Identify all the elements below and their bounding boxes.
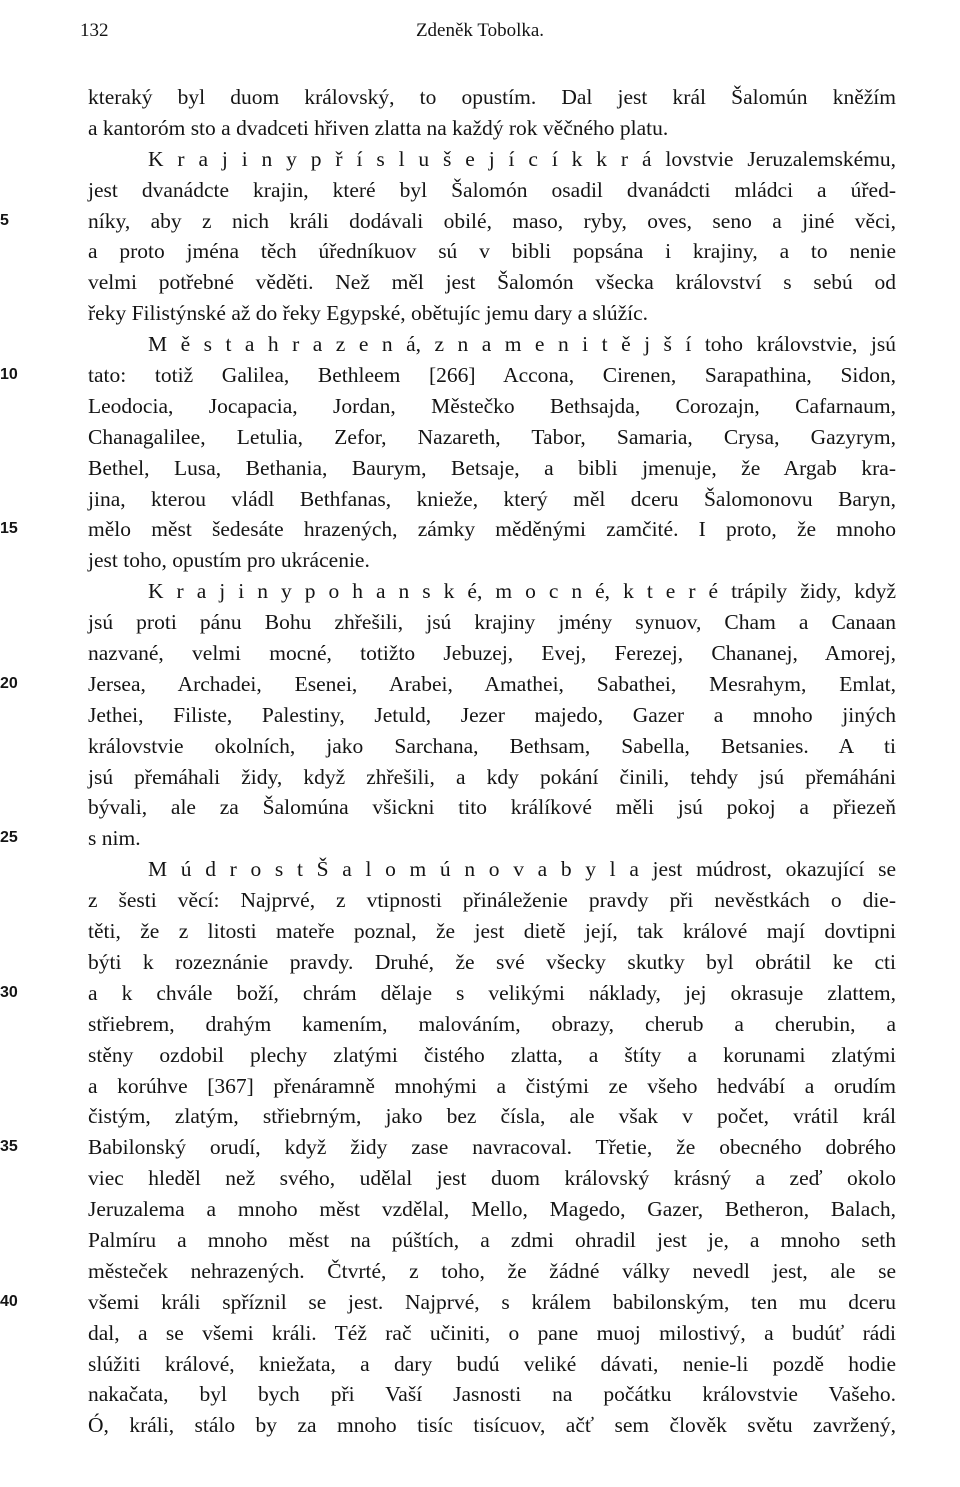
- line-number: 35: [0, 1138, 18, 1156]
- text-line: Palmíru a mnoho měst na púštích, a zdmi ohradil jest je, a mnoho seth: [88, 1227, 896, 1252]
- text-line: Jeruzalema a mnoho měst vzdělal, Mello, Magedo, Gazer, Betheron, Balach,: [88, 1197, 896, 1222]
- body-text: [0, 82, 896, 1472]
- line-number: 15: [0, 520, 18, 538]
- text-line: 25 s nim.: [88, 823, 896, 854]
- text-line: a proto jména těch úředníkuov sú v bibli popsána i krajiny, a to nenie: [88, 239, 896, 264]
- text-line: K r a j i n y p o h a n s k é, m o c n é, k t e r é trápily židy, když: [148, 579, 896, 604]
- text-line: K r a j i n y p ř í s l u š e j í c í k k r á lovstvie Jeruzalemskému,: [148, 146, 896, 171]
- text-line: 35 Babilonský orudí, když židy zase navracoval. Třetie, že obecného dobrého: [88, 1132, 896, 1163]
- text-line: a kantoróm sto a dvadceti hřiven zlatta na každý rok věčného platu.: [88, 115, 669, 140]
- text-line: M ú d r o s t Š a l o m ú n o v a b y l a jest múdrost, okazující se: [148, 857, 896, 882]
- text-line: kteraký byl duom královský, to opustím. Dal jest král Šalomún kněžím: [88, 85, 896, 109]
- text-line: 20 Jersea, Archadei, Esenei, Arabei, Amathei, Sabathei, Mesrahym, Emlat,: [88, 669, 896, 700]
- text-line: z šesti věcí: Najprvé, z vtipnosti přináleženie pravdy při nevěstkách o die-: [88, 888, 896, 913]
- text-line: střiebrem, drahým kamením, malováním, obrazy, cherub a cherubin, a: [88, 1011, 896, 1036]
- text-line: M ě s t a h r a z e n á, z n a m e n i t ě j š í toho královstvie, jsú: [148, 332, 896, 357]
- text-line: bývali, ale za Šalomúna všickni tito králíkové měli jsú pokoj a přiezeň: [88, 795, 896, 820]
- text-line: jina, kterou vládl Bethfanas, knieže, který měl dceru Šalomonovu Baryn,: [88, 486, 896, 511]
- text-line: 30 a k chvále boží, chrám dělaje s velikými náklady, jej okrasuje zlattem,: [88, 978, 896, 1009]
- text-line: jest toho, opustím pro ukrácenie.: [88, 548, 370, 573]
- text-line: řeky Filistýnské až do řeky Egypské, obětujíc jemu dary a slúžíc.: [88, 301, 649, 326]
- text-line: Jethei, Filiste, Palestiny, Jetuld, Jezer majedo, Gazer a mnoho jiných: [88, 702, 896, 727]
- text-line: 40 všemi králi spříznil se jest. Najprvé, s králem babilonským, ten mu dceru: [88, 1287, 896, 1318]
- text-line: slúžiti králové, kniežata, a dary budú veliké dávati, nenie-li pozdě hodie: [88, 1351, 896, 1376]
- text-line: nakačata, byl bych při Vaší Jasnosti na počátku královstvie Vašeho.: [88, 1382, 896, 1407]
- text-line: Ó, králi, stálo by za mnoho tisíc tisícuov, ačť sem člověk světu zavržený,: [88, 1413, 896, 1438]
- line-number: 25: [0, 829, 18, 847]
- page-number: 132: [80, 20, 109, 41]
- line-number: 20: [0, 674, 18, 692]
- text-line: 15 mělo měst šedesáte hrazených, zámky měděnými zamčité. I proto, že mnoho: [88, 514, 896, 545]
- text-line: velmi potřebné věděti. Než měl jest Šalomón všecka království s sebú od: [88, 270, 896, 295]
- text-line: a korúhve [367] přenáramně mnohými a čistými ze všeho hedvábí a orudím: [88, 1073, 896, 1098]
- text-line: čistým, zlatým, střiebrným, jako bez čísla, ale však v počet, vrátil král: [88, 1104, 896, 1129]
- text-line: viec hleděl než svého, udělal jest duom královský krásný a zeď okolo: [88, 1166, 896, 1191]
- text-line: Leodocia, Jocapacia, Jordan, Městečko Bethsajda, Corozajn, Cafarnaum,: [88, 393, 896, 418]
- page-header: [80, 14, 880, 46]
- line-number: 5: [0, 211, 9, 229]
- text-line: těti, že z litosti mateře poznal, že jest dietě její, tak králové mají dovtipni: [88, 919, 896, 944]
- text-line: dal, a se všemi králi. Též rač učiniti, o pane muoj milostivý, a budúť rádi: [88, 1320, 896, 1345]
- text-line: stěny ozdobil plechy zlatými čistého zlatta, a štíty a korunami zlatými: [88, 1042, 896, 1067]
- text-line: 5 níky, aby z nich králi dodávali obilé, maso, ryby, oves, seno a jiné věci,: [88, 206, 896, 237]
- line-number: 30: [0, 983, 18, 1001]
- text-line: nazvané, velmi mocné, totižto Jebuzej, Evej, Ferezej, Chananej, Amorej,: [88, 641, 896, 666]
- line-number: 40: [0, 1292, 18, 1310]
- text-line: městeček nehrazených. Čtvrté, z toho, že žádné války nevedl jest, ale se: [88, 1258, 896, 1283]
- text-line: Chanagalilee, Letulia, Zefor, Nazareth, Tabor, Samaria, Crysa, Gazyrym,: [88, 424, 896, 449]
- text-line: jsú přemáhali židy, když zhřešili, a kdy pokání činili, tehdy jsú přemáháni: [88, 764, 896, 789]
- text-line: jsú proti pánu Bohu zhřešili, jsú krajiny jmény synuov, Cham a Canaan: [88, 610, 896, 635]
- running-head: Zdeněk Tobolka.: [415, 20, 545, 41]
- text-line: [88, 1441, 896, 1472]
- text-line: královstvie okolních, jako Sarchana, Bethsam, Sabella, Betsanies. A ti: [88, 733, 896, 758]
- text-line: jest dvanádcte krajin, které byl Šalomón osadil dvanádcti mládci a úřed-: [88, 177, 896, 202]
- text-line: Bethel, Lusa, Bethania, Baurym, Betsaje, a bibli jmenuje, že Argab kra-: [88, 455, 896, 480]
- line-number: 10: [0, 366, 18, 384]
- text-line: 10 tato: totiž Galilea, Bethleem [266] Accona, Cirenen, Sarapathina, Sidon,: [88, 360, 896, 391]
- text-line: býti k rozeznánie pravdy. Druhé, že své všecky skutky byl obrátil ke cti: [88, 949, 896, 974]
